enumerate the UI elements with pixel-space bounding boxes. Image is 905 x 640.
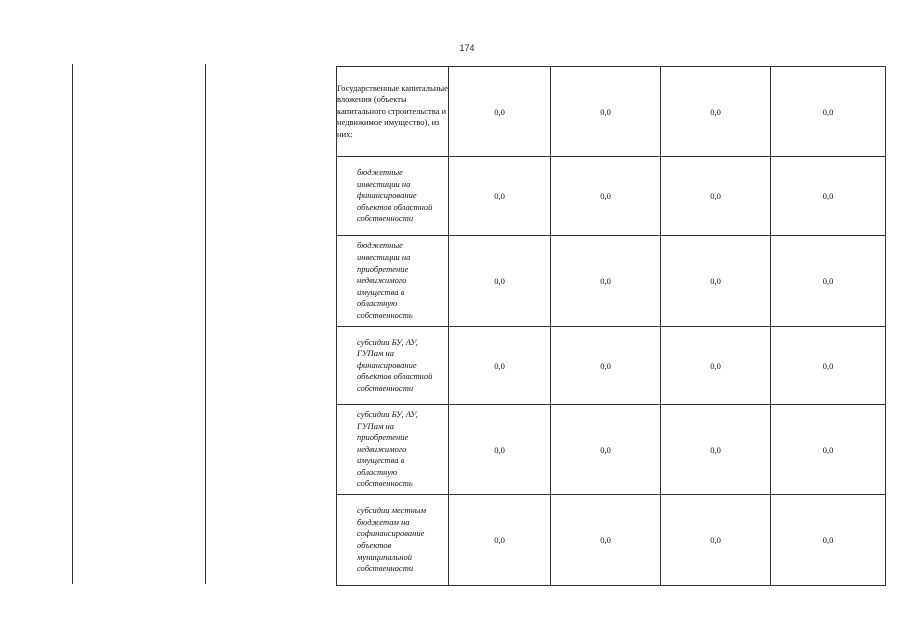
value-cell: 0,0 (449, 405, 551, 495)
value-cell: 0,0 (771, 405, 886, 495)
left-column-rule-2 (205, 64, 206, 584)
row-label: бюджетные инвестиции на финансирование объектов областной собственности (337, 157, 449, 236)
value-cell: 0,0 (551, 67, 661, 157)
value-cell: 0,0 (661, 495, 771, 586)
value-cell: 0,0 (551, 495, 661, 586)
row-label: субсидии БУ, АУ, ГУПам на приобретение недвижимого имущества в областную собственность (337, 405, 449, 495)
value-cell: 0,0 (661, 236, 771, 327)
left-column-rule-1 (72, 64, 73, 584)
value-cell: 0,0 (771, 236, 886, 327)
row-label: субсидии местным бюджетам на софинансирование объектов муниципальной собственности (337, 495, 449, 586)
value-cell: 0,0 (551, 236, 661, 327)
value-cell: 0,0 (661, 157, 771, 236)
value-cell: 0,0 (449, 67, 551, 157)
value-cell: 0,0 (661, 67, 771, 157)
value-cell: 0,0 (661, 405, 771, 495)
table-row (337, 405, 886, 495)
table-row (337, 157, 886, 236)
value-cell: 0,0 (551, 157, 661, 236)
value-cell: 0,0 (449, 236, 551, 327)
table-row (337, 236, 886, 327)
table-row (337, 67, 886, 157)
value-cell: 0,0 (551, 327, 661, 405)
value-cell: 0,0 (771, 67, 886, 157)
value-cell: 0,0 (771, 327, 886, 405)
capital-investments-table (336, 66, 886, 586)
value-cell: 0,0 (449, 157, 551, 236)
row-label: субсидии БУ, АУ, ГУПам на финансирование объектов областной собственности (337, 327, 449, 405)
value-cell: 0,0 (771, 495, 886, 586)
value-cell: 0,0 (661, 327, 771, 405)
table-row (337, 495, 886, 586)
value-cell: 0,0 (771, 157, 886, 236)
row-label: бюджетные инвестиции на приобретение недвижимого имущества в областную собственность (337, 236, 449, 327)
table-row (337, 327, 886, 405)
row-label: Государственные капитальные вложения (объекты капитального строительства и недвижимое имущество), из них: (337, 67, 449, 157)
value-cell: 0,0 (551, 405, 661, 495)
value-cell: 0,0 (449, 327, 551, 405)
value-cell: 0,0 (449, 495, 551, 586)
page-number: 174 (459, 43, 475, 53)
